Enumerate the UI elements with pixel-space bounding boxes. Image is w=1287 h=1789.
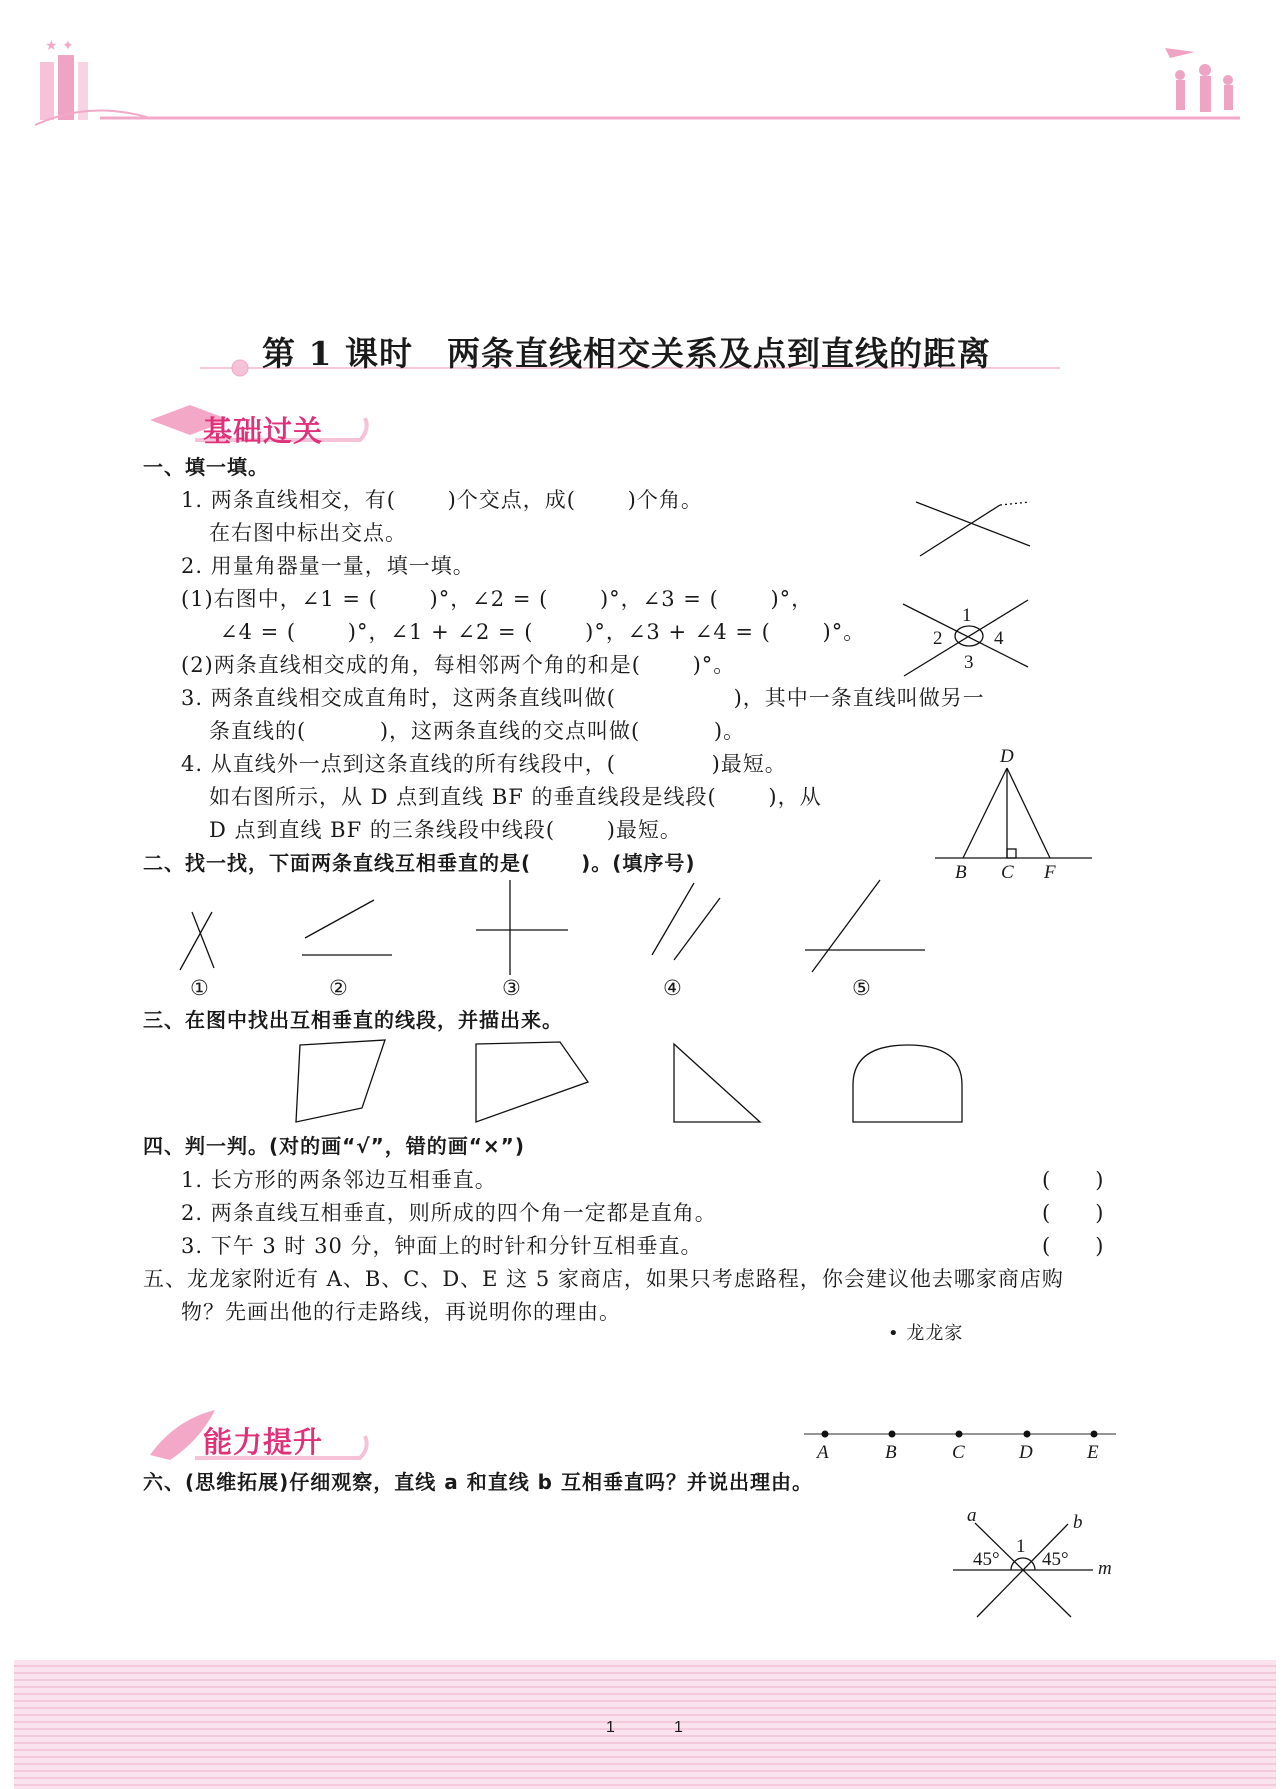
q4-item: 2. 两条直线互相垂直，则所成的四个角一定都是直角。 — [181, 1201, 717, 1225]
point-label: C — [1001, 862, 1014, 883]
line-label-m: m — [1098, 1558, 1112, 1579]
section-basic: 基础过关 — [203, 414, 324, 448]
q1-line: (1)右图中，∠1 = ( )°，∠2 = ( )°，∠3 = ( )°， — [181, 587, 814, 611]
q6-heading: 六、(思维拓展)仔细观察，直线 a 和直线 b 互相垂直吗？并说出理由。 — [143, 1470, 813, 1494]
page-number: 1 — [674, 1719, 683, 1736]
store-label: A — [817, 1442, 829, 1463]
angle-label: 3 — [964, 652, 974, 673]
header-decoration — [35, 38, 1240, 125]
q1-line: (2)两条直线相交成的角，每相邻两个角的和是( )°。 — [181, 653, 736, 677]
store-label: D — [1019, 1442, 1033, 1463]
answer-box[interactable]: ( ) — [1042, 1168, 1105, 1192]
section-advanced: 能力提升 — [203, 1425, 324, 1459]
option-5: ⑤ — [852, 976, 872, 1000]
q1-line: 在右图中标出交点。 — [209, 521, 407, 545]
angle-label: 1 — [1016, 1536, 1026, 1557]
point-label: B — [955, 862, 967, 883]
page-title: 第 1 课时 两条直线相交关系及点到直线的距离 — [262, 334, 991, 373]
q1-heading: 一、填一填。 — [143, 455, 269, 479]
q2-heading: 二、找一找，下面两条直线互相垂直的是( )。(填序号) — [143, 851, 696, 875]
angle-label: 4 — [994, 628, 1004, 649]
store-label: C — [952, 1442, 965, 1463]
page-number: 1 — [606, 1719, 615, 1736]
q3-heading: 三、在图中找出互相垂直的线段，并描出来。 — [143, 1008, 563, 1032]
angle-label: 2 — [933, 628, 943, 649]
kids-silhouette-icon — [1165, 48, 1233, 112]
q1-line: 条直线的( )，这两条直线的交点叫做( )。 — [209, 719, 746, 743]
q4-heading: 四、判一判。(对的画“√”，错的画“×”) — [143, 1134, 525, 1158]
q1-line: 3. 两条直线相交成直角时，这两条直线叫做( )，其中一条直线叫做另一 — [181, 686, 985, 710]
point-label: F — [1044, 862, 1056, 883]
angle-label: 45° — [1042, 1549, 1069, 1570]
q1-line: D 点到直线 BF 的三条线段中线段( )最短。 — [209, 818, 682, 842]
q1-line: 1. 两条直线相交，有( )个交点，成( )个角。 — [181, 488, 703, 512]
store-label: E — [1087, 1442, 1099, 1463]
svg-text:★ ✦: ★ ✦ — [45, 38, 74, 54]
angle-label: 45° — [973, 1549, 1000, 1570]
answer-box[interactable]: ( ) — [1042, 1234, 1105, 1258]
angle-label: 1 — [962, 605, 972, 626]
q4-item: 1. 长方形的两条邻边互相垂直。 — [181, 1168, 497, 1192]
q1-line: ∠4 = ( )°，∠1 + ∠2 = ( )°，∠3 + ∠4 = ( )°。 — [220, 620, 866, 644]
q5-line: 五、龙龙家附近有 A、B、C、D、E 这 5 家商店，如果只考虑路程，你会建议他去哪家商店购 — [143, 1267, 1064, 1291]
q4-item: 3. 下午 3 时 30 分，钟面上的时针和分针互相垂直。 — [181, 1234, 703, 1258]
point-label: D — [1000, 746, 1014, 767]
q1-line: 4. 从直线外一点到这条直线的所有线段中，( )最短。 — [181, 752, 787, 776]
line-label-b: b — [1073, 1512, 1083, 1533]
home-label: • 龙龙家 — [888, 1323, 964, 1344]
q1-line: 如右图所示，从 D 点到直线 BF 的垂直线段是线段( )，从 — [209, 785, 822, 809]
store-label: B — [885, 1442, 897, 1463]
answer-box[interactable]: ( ) — [1042, 1201, 1105, 1225]
option-1: ① — [190, 976, 210, 1000]
line-label-a: a — [967, 1505, 977, 1526]
option-2: ② — [329, 976, 349, 1000]
option-3: ③ — [502, 976, 522, 1000]
footer-stripes — [14, 1660, 1276, 1789]
q5-line: 物？先画出他的行走路线，再说明你的理由。 — [181, 1300, 621, 1324]
q1-line: 2. 用量角器量一量，填一填。 — [181, 554, 475, 578]
option-4: ④ — [663, 976, 683, 1000]
